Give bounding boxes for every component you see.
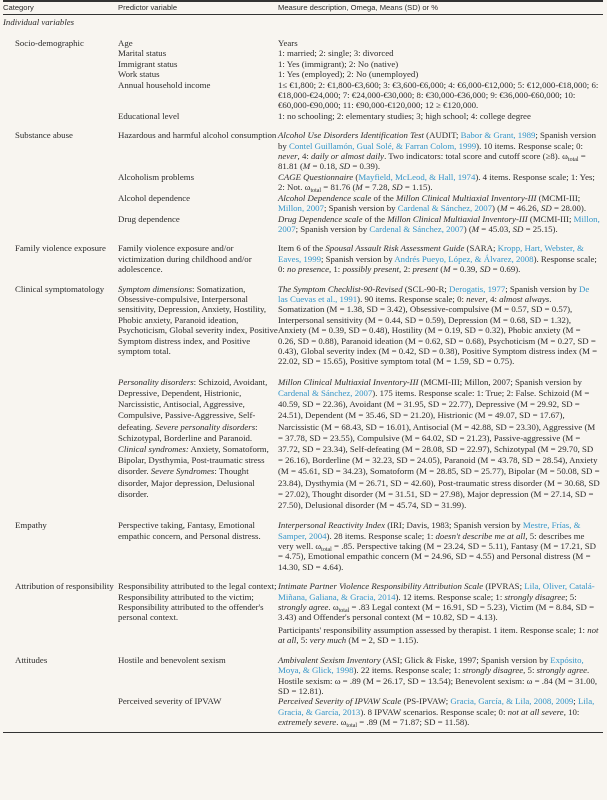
table-row [3,69,603,79]
italic-text: Personality disorders [118,376,194,387]
category-cell: Family violence exposure [15,243,106,254]
text: ) ( [492,203,501,214]
measure-description [278,172,600,193]
citation-link[interactable]: Derogatis, 1977 [449,283,506,294]
italic-text: present [412,264,439,275]
text: Responsibility attributed to the legal context; Responsibility attributed to the victim; Responsibility attributed to the offender's personal context. [118,581,277,623]
italic-text: not at all [278,624,599,646]
text: Immigrant status [118,58,178,69]
measure-cell [278,111,600,121]
table-row [3,172,603,193]
citation-link[interactable]: Millon, 2007 [278,203,324,214]
italic-text: almost always [499,293,550,304]
measure-cell [278,193,600,214]
category-cell [3,59,118,69]
subscript-text: total [321,547,332,554]
text: (ASI; Glick & Fiske, 1997; Spanish version by [380,654,551,665]
table-row [3,581,603,645]
table-row [3,377,603,511]
italic-text: SD [541,203,552,214]
text: Item 6 of the [278,243,326,254]
italic-text: strongly agree [536,665,588,676]
text: ; [573,696,578,707]
table-row [3,214,603,235]
table-row [3,111,603,121]
text: : Thought disorder, Major depression, Delusional disorder. [118,466,255,499]
section-empathy [3,520,603,572]
italic-text: M [355,182,363,193]
text: = 0.39). [350,161,381,172]
text: , 1: [328,264,343,275]
text: (IRI; Davis, 1983; Spanish version by [385,520,523,531]
text: = 0.39, [450,264,480,275]
measure-description [278,193,600,214]
table-bottom-rule [3,732,603,733]
measure-cell [278,655,600,697]
italic-text: Drug Dependence scale [278,213,363,224]
table-row [3,130,603,172]
text: of the [362,213,388,224]
italic-text: SD [479,264,491,275]
measure-description [278,655,600,697]
predictor-cell [118,696,278,727]
citation-link[interactable]: Kropp, Hart, Webster, & Eaves, 1999 [278,243,584,264]
italic-text: not at all severe [507,706,564,717]
italic-text: no presence [287,264,329,275]
measure-description [278,130,600,172]
category-cell [3,80,118,111]
measure-cell [278,48,600,58]
section-attitudes [3,655,603,728]
text: Marital status [118,48,167,59]
text: Perspective taking, Fantasy, Emotional empathic concern, and Personal distress. [118,520,261,541]
text: Annual household income [118,79,211,90]
italic-text: M [443,264,451,275]
italic-text: Alcohol Dependence scale [278,192,372,203]
category-cell: Attitudes [15,654,48,665]
text: Participants' responsibility assumption assessed by therapist. 1 item. Response scale; 1: [278,624,588,635]
measure-description [278,69,600,79]
header-measure: Measure description, Omega, Means (SD) or % [278,3,438,12]
text: . Two indicators: total score and cutoff score (≥8). ω [384,151,568,162]
predictor-cell [118,48,278,58]
citation-link[interactable]: Lila, Gracia, & García, 2013 [278,696,595,717]
text: Family violence exposure and/or victimization during childhood and/or adolescence. [118,243,252,275]
predictor-cell [118,581,278,645]
predictor-cell [118,130,278,172]
text: 1≤ €1,800; 2: €1,800-€3,600; 3: €3,600-€6,000; 4: €6,000-€12,000; 5: €12,000-€18,000; 6: €18,000-€24,000; 7: €24,000-€30,000; 8: €30,000-€36,000; 9: €36,000-€60,000; 10: €60,000-€90,000; 11: €90,000-€120,000; 12 ≥ €120,000. [278,79,599,111]
text: (MCMI-III; [527,213,574,224]
measure-cell [278,243,600,274]
text: ; Spanish version by [323,203,398,214]
text: : Somatization, Obsessive-compulsive, Interpersonal sensitivity, Depression, Anxiety, Hostility, Phobic anxiety, Paranoid ideation, Psychoticism, Global severity index, Positive Symptom distress index, and Positive symptom total. [118,283,278,356]
italic-text: very much [309,635,347,646]
text: ; Spanish version by [321,253,395,264]
predictor-cell [118,59,278,69]
text: , 5: [296,635,310,646]
text: = 81.81 ( [278,151,586,172]
text: (AUDIT; [423,130,461,141]
text: . Somatization (M = 1.38, SD = 3.42), Obsessive-compulsive (M = 0.57, SD = 0.57), Interpersonal sensitivity (M = 0.44, SD = 0.59), Depression (M = 0.68, SD = 1.32), Anxiety (M = 0.39, SD = 0.48), Hostility (M = 0.19, SD = 0.32), Phobic anxiety (M = 0.26, SD = 0.88), Paranoid ideation (M = 0.62, SD = 0.68), Psychoticism (M = 0.27, SD = 0.43), Global severity index (M = 0.42, SD = 0.38), Positive Symptom distress index (M = 22.02, SD = 15.65), Positive symptom total (M = 1.59, SD = 0.75). [278,293,598,367]
section-clinical-symptomatology [3,284,603,512]
measure-cell [278,214,600,235]
citation-link[interactable]: Cardenal & Sánchez, 2007 [278,387,373,398]
measure-description [278,214,600,235]
predictor-cell [118,243,278,274]
measure-cell [278,520,600,572]
italic-text: Ambivalent Sexism Inventory [278,654,381,665]
table-row [3,284,603,367]
predictor-cell [118,214,278,235]
table-row [3,38,603,48]
italic-text: Intimate Partner Violence Responsibility Attribution Scale [278,581,484,592]
italic-text: daily or almost daily [311,151,385,162]
text: = .89 (M = 71.87; SD = 11.58). [357,717,470,728]
text: (SARA; [464,243,498,254]
italic-text: M [302,161,311,172]
predictor-cell [118,655,278,697]
text: . Hostile sexism: ω = .89 (M = 26.17, SD = 13.54); Benevolent sexism: ω = .84 (M = 31.00, SD = 12.81). [278,665,598,696]
text: ). 175 items. Response scale: 1: True; 2: False. Schizoid (M = 40.59, SD = 22.36), Avoidant (M = 31.95, SD = 22.77), Depressive (M = 29.92, SD = 24.51), Dependent (M = 35.46, SD = 21.20), Histrionic (M = 49.07, SD = 17.67), Narcissistic (M = 68.43, SD = 16.01), Antisocial (M = 42.88, SD = 23.30), Aggressive (M = 37.78, SD = 23.55), Compulsive (M = 64.02, SD = 21.23), Passive-aggressive (M = 37.72, SD = 23.34), Self-defeating (M = 28.08, SD = 22.97), Schizotypal (M = 29.70, SD = 26.16), Borderline (M = 32.23, SD = 24.05), Paranoid (M = 43.78, SD = 28.54), Anxiety (M = 45.61, SD = 34.23), Somatoform (M = 28.85, SD = 25.77), Bipolar (M = 50.08, SD = 23.84), Dysthymia (M = 26.71, SD = 42.60), Post-traumatic stress disorder (M = 30.68, SD = 27.02), Thought disorder (M = 31.51, SD = 27.98), Major depression (M = 27.14, SD = 27.50), Delusional disorder (M = 45.74, SD = 31.99). [278,387,600,511]
predictor-cell [118,172,278,193]
citation-link[interactable]: Andrés Pueyo, López, & Álvarez, 2008 [394,253,534,264]
text: Work status [118,69,160,80]
category-cell [3,172,118,193]
text: = .85. Perspective taking (M = 23.24, SD = 5.11), Fantasy (M = 17.21, SD = 4.75), Emotional empathic concern (M = 24.96, SD = 4.55) and Personal distress (M = 14.30, SD = 4.64). [278,541,596,572]
measure-description [278,696,600,730]
measure-description [278,48,600,58]
measure-description [278,38,600,48]
text: ). 28 items. Response scale; 1: [326,530,436,541]
text: ; 5: [565,591,577,602]
measure-cell [278,80,600,111]
text: = 7.28, [362,182,392,193]
italic-text: Alcohol Use Disorders Identification Test [278,130,424,141]
citation-link[interactable]: Lila, Oliver, Catalá-Miñana, Galiana, & Gracia, 2014 [278,581,595,602]
table-row [3,520,603,572]
text: = .83 Legal context (M = 16.91, SD = 5.23), Victim (M = 8.84, SD = 3.43) and Offender's personal context (M = 10.82, SD = 4.13). [278,602,595,623]
italic-text: Millon Clinical Multiaxial Inventory-III [396,192,537,203]
italic-text: SD [512,223,524,234]
predictor-cell [118,111,278,121]
text: Educational level [118,110,180,121]
text: : Schizotypal, Borderline and Paranoid. [118,421,258,443]
italic-text: possibly present [342,264,400,275]
text: = 46.26, [507,203,541,214]
text: = 45.03, [479,223,513,234]
category-cell [3,214,118,235]
text: ). 22 items. Response scale; 1: [353,665,463,676]
text: ). 10 items. Response scale; 0: [476,140,583,151]
predictor-cell [118,284,278,367]
subscript-text: total [338,608,350,615]
category-cell [3,193,118,214]
citation-link[interactable]: Cardenal & Sánchez, 2007 [397,203,493,214]
text: Hazardous and harmful alcohol consumption [118,130,277,141]
section-family-violence-exposure [3,243,603,274]
text: 1: Yes (immigrant); 2: No (native) [278,58,399,69]
italic-text: Spousal Assault Risk Assessment Guide [325,243,465,254]
table-row [3,80,603,111]
text: ; Spanish version by [505,283,580,294]
text: Perceived severity of IPVAW [118,696,222,707]
measure-description [278,377,600,511]
citation-link[interactable]: Gracia, García, & Lila, 2008, 2009 [450,696,574,707]
subscript-text: total [346,723,358,730]
predictor-cell [118,80,278,111]
category-cell [3,48,118,58]
text: Age [118,38,133,48]
table-row [3,48,603,58]
section-substance-abuse [3,130,603,234]
measure-description [278,59,600,69]
category-cell [3,69,118,79]
italic-text: M [500,203,508,214]
measure-description [278,581,600,623]
text: = 0.18, [310,161,340,172]
measure-description [278,520,600,572]
measure-cell [278,38,600,48]
predictor-cell [118,69,278,79]
text: = 25.15). [523,223,558,234]
citation-link[interactable]: Millon, 2007 [278,213,600,234]
text: = 28.00). [551,203,587,214]
measure-cell [278,377,600,511]
text: , 4: [485,293,500,304]
measure-cell [278,130,600,172]
text: (MCMI-III; [536,192,581,203]
text: Anxiety, Somatoform, Bipolar, Dysthymia, Post-traumatic stress disorder. [118,444,269,477]
italic-text: Perceived Severity of IPVAW Scale [278,696,402,707]
italic-text: never [278,151,298,162]
predictor-cell [118,377,278,511]
text: 1: Yes (employed); 2: No (unemployed) [278,69,419,80]
italic-text: Severe Syndromes [150,466,215,477]
italic-text: Symptom dimensions [118,283,193,294]
text: Alcoholism problems [118,171,194,182]
category-cell: Socio-demographic [15,38,84,48]
text: . ω [328,602,339,613]
citation-link[interactable]: Contel Guillamón, Gual Solé, & Farran Colom, 1999 [289,140,477,151]
measure-cell [278,284,600,367]
table-row [3,59,603,69]
text: ( [353,171,359,182]
text: . ω [336,717,347,728]
text: (SCL-90-R; [402,283,450,294]
measure-cell [278,696,600,730]
italic-text: doesn't describe me at all [435,530,526,541]
measure-cell [278,581,600,645]
category-cell: Empathy [15,520,47,531]
text: (MCMI-III; Millon, 2007; Spanish version by [418,376,582,387]
text: ; Spanish version by [278,130,596,151]
italic-text: strongly agree [278,602,329,613]
category-cell [3,111,118,121]
section-socio-demographic [3,38,603,121]
header-category: Category [3,3,34,12]
text: Hostile and benevolent sexism [118,654,226,665]
subscript-text: total [567,157,579,164]
italic-text: SD [391,182,403,193]
header-predictor: Predictor variable [118,3,178,12]
text: (M = 2, SD = 1.15). [346,635,419,646]
variables-table [3,0,603,733]
citation-link[interactable]: Expósito, Moya, & Glick, 1998 [278,654,584,676]
text: ). 8 IPVAW scenarios. Response scale; 0: [360,706,508,717]
text: (PS-IPVAW; [401,696,451,707]
text: (IPVRAS; [483,581,525,592]
text: ; Spanish version by [295,223,370,234]
text: = 1.15). [402,182,433,193]
text: Years [278,38,298,48]
citation-link[interactable]: Mayfield, McLeod, & Hall, 1974 [358,171,476,182]
citation-link[interactable]: Mestre, Frías, & Samper, 2004 [278,520,581,541]
text: , 5: describes me very well. ω [278,530,585,552]
text: , 5: [523,665,537,676]
table-row [3,193,603,214]
text: = 81.76 ( [321,182,356,193]
italic-text: The Symptom Checklist-90-Revised [278,283,403,294]
table-body [3,38,603,728]
italic-text: never [466,293,486,304]
italic-text: Millon Clinical Multiaxial Inventory-III [278,376,419,387]
text: : Schizoid, Avoidant, Depressive, Dependent, Histrionic, Narcissistic, Antisocial, Aggressive, Compulsive, Passive-Aggressive, Self-defeating. [118,376,268,432]
citation-link[interactable]: De las Cuevas et al., 1991 [278,283,590,304]
predictor-cell [118,520,278,572]
measure-cell [278,69,600,79]
subscript-text: total [310,188,322,195]
table-header [3,0,603,15]
measure-description [278,111,600,121]
italic-text: Severe personality disorders [155,421,256,432]
citation-link[interactable]: Cardenal & Sánchez, 2007 [369,223,464,234]
italic-text: Clinical syndromes: [118,444,189,454]
italic-text: M [471,223,480,234]
category-cell: Substance abuse [15,130,73,141]
category-cell: Attribution of responsibility [15,581,114,592]
section-attribution-of-responsibility [3,581,603,645]
table-row [3,243,603,274]
measure-cell [278,172,600,193]
text: ( [438,264,444,275]
citation-link[interactable]: Babor & Grant, 1989 [460,130,536,141]
table-row [3,696,603,730]
category-cell [3,696,118,727]
predictor-cell [118,38,278,48]
text: Drug dependence [118,213,180,224]
table-row [3,655,603,697]
measure-note [278,625,600,646]
text: ) ( [463,223,472,234]
italic-text: SD [339,161,351,172]
italic-text: Interpersonal Reactivity Index [278,520,385,531]
measure-cell [278,59,600,69]
text: , 4: [297,151,311,162]
italic-text: extremely severe [278,717,337,728]
predictor-cell [118,193,278,214]
text: = 0.69). [490,264,521,275]
italic-text: strongly disagree [504,591,566,602]
text: Alcohol dependence [118,192,191,203]
text: of the [371,192,396,203]
text: ). Response scale; 0: [278,253,597,275]
text: , 10: [563,706,580,717]
group-label: Individual variables [3,17,75,27]
text: ). 12 items. Response scale; 1: [395,591,505,602]
category-cell: Clinical symptomatology [15,283,105,294]
italic-text: CAGE Questionnaire [278,171,354,182]
measure-description [278,284,600,367]
italic-text: Millon Clinical Multiaxial Inventory-III [387,213,528,224]
text: ). 90 items. Response scale; 0: [357,293,467,304]
text: 1: no schooling; 2: elementary studies; 3; high school; 4: college degree [278,110,531,121]
measure-description [278,243,600,274]
text: 1: married; 2: single; 3: divorced [278,48,394,59]
italic-text: strongly disagree [462,665,524,676]
text: , 2: [399,264,413,275]
measure-description [278,80,600,111]
category-cell [3,377,118,511]
text: ). 4 items. Response scale; 1: Yes; 2: Not. ω [278,171,595,193]
